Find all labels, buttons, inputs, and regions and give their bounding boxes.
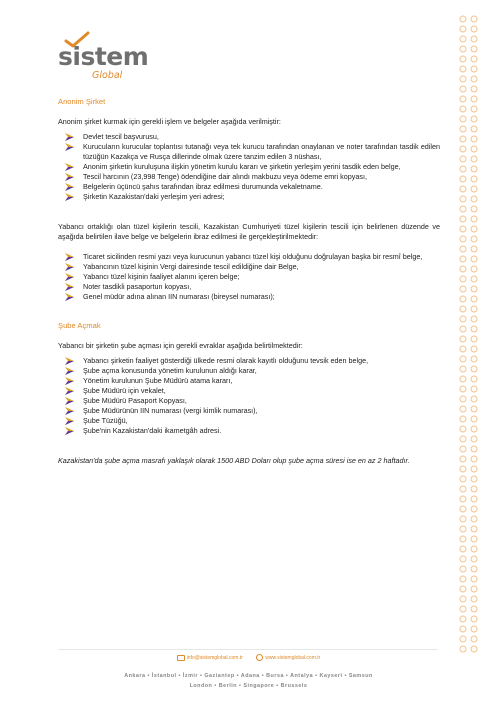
mail-icon: [177, 655, 185, 661]
border-dot: [460, 466, 466, 472]
border-dot: [460, 356, 466, 362]
border-dot: [471, 346, 477, 352]
border-dot: [471, 136, 477, 142]
border-dot: [460, 256, 466, 262]
list-item: [58, 162, 440, 172]
border-dot: [471, 426, 477, 432]
border-dot: [471, 246, 477, 252]
list-item-text: Yönetim kurulunun Şube Müdürü atama kararı,: [83, 376, 233, 385]
list-item: [58, 262, 440, 272]
border-dot: [471, 396, 477, 402]
border-dot: [471, 336, 477, 342]
border-dot: [460, 146, 466, 152]
list-item: [58, 182, 440, 192]
border-dot: [471, 306, 477, 312]
foreign-documents-list: [58, 252, 440, 302]
border-dot: [460, 26, 466, 32]
border-dot: [460, 76, 466, 82]
border-dot: [460, 226, 466, 232]
border-dot: [460, 176, 466, 182]
border-dot: [471, 466, 477, 472]
border-dot: [471, 636, 477, 642]
bullet-icon: [65, 143, 74, 151]
border-dot: [471, 456, 477, 462]
border-dot: [471, 96, 477, 102]
bullet-icon: [65, 253, 74, 261]
border-dot: [460, 546, 466, 552]
border-dot: [460, 16, 466, 22]
border-dot: [471, 626, 477, 632]
border-dot: [471, 196, 477, 202]
border-dot: [471, 46, 477, 52]
border-dot: [471, 126, 477, 132]
border-dot: [460, 66, 466, 72]
globe-icon: [256, 654, 263, 661]
logo-wordmark: sistem: [58, 42, 149, 71]
border-dot: [471, 586, 477, 592]
list-item: [58, 376, 440, 386]
border-dot: [471, 606, 477, 612]
bullet-icon: [65, 163, 74, 171]
border-dot: [460, 106, 466, 112]
border-dot: [460, 286, 466, 292]
border-dot: [471, 76, 477, 82]
border-dot: [460, 426, 466, 432]
section-title-anonim: Anonim Şirket: [58, 97, 106, 106]
border-dot: [460, 346, 466, 352]
border-dot: [471, 356, 477, 362]
border-dot: [460, 446, 466, 452]
bullet-icon: [65, 283, 74, 291]
bullet-icon: [65, 387, 74, 395]
border-dot: [460, 206, 466, 212]
border-dot: [460, 616, 466, 622]
border-dot: [460, 626, 466, 632]
bullet-icon: [65, 173, 74, 181]
border-dot: [471, 416, 477, 422]
branch-documents-list: [58, 356, 440, 436]
border-dot: [460, 246, 466, 252]
border-dot: [460, 276, 466, 282]
section-title-sube: Şube Açmak: [58, 321, 101, 330]
logo-subtitle: Global: [92, 70, 123, 81]
border-dot: [460, 406, 466, 412]
border-dot: [471, 166, 477, 172]
bullet-icon: [65, 367, 74, 375]
list-item-text: Şube açma konusunda yönetim kurulunun aldığı karar,: [83, 366, 257, 375]
border-dot: [471, 326, 477, 332]
list-item-text: Şube'nin Kazakistan'daki ikametgâh adresi.: [83, 426, 222, 435]
border-dot: [460, 36, 466, 42]
list-item-text: Yabancının tüzel kişinin Vergi dairesinde tescil edildiğine dair Belge,: [83, 262, 299, 271]
decorative-dot-border: [458, 14, 480, 654]
border-dot: [460, 416, 466, 422]
bullet-icon: [65, 183, 74, 191]
list-item: [58, 272, 440, 282]
border-dot: [460, 366, 466, 372]
border-dot: [471, 446, 477, 452]
border-dot: [471, 476, 477, 482]
list-item: [58, 356, 440, 366]
document-body: [58, 97, 440, 466]
border-dot: [471, 526, 477, 532]
list-item-text: Yabancı şirketin faaliyet gösterdiği ülkede resmi olarak kayıtlı olduğunu tevsik eden belge,: [83, 356, 369, 365]
border-dot: [471, 266, 477, 272]
border-dot: [460, 386, 466, 392]
border-dot: [471, 546, 477, 552]
footer-cities: [0, 671, 497, 691]
list-item: [58, 282, 440, 292]
border-dot: [460, 166, 466, 172]
border-dot: [460, 236, 466, 242]
border-dot: [471, 316, 477, 322]
list-item: [58, 172, 440, 182]
border-dot: [460, 96, 466, 102]
border-dot: [471, 366, 477, 372]
border-dot: [460, 116, 466, 122]
footer-contact: [0, 654, 497, 661]
bullet-icon: [65, 407, 74, 415]
border-dot: [471, 256, 477, 262]
border-dot: [471, 496, 477, 502]
border-dot: [471, 36, 477, 42]
border-dot: [460, 186, 466, 192]
bullet-icon: [65, 293, 74, 301]
border-dot: [460, 196, 466, 202]
border-dot: [460, 566, 466, 572]
border-dot: [460, 516, 466, 522]
border-dot: [460, 576, 466, 582]
border-dot: [460, 536, 466, 542]
border-dot: [471, 406, 477, 412]
border-dot: [460, 136, 466, 142]
list-item-text: Belgelerin üçüncü şahıs tarafından ibraz edilmesi durumunda vekaletname.: [83, 182, 323, 191]
bullet-icon: [65, 193, 74, 201]
border-dot: [460, 526, 466, 532]
border-dot: [471, 386, 477, 392]
section-intro: Anonim şirket kurmak için gerekli işlem ve belgeler aşağıda verilmiştir:: [58, 117, 281, 126]
border-dot: [460, 496, 466, 502]
list-item-text: Şirketin Kazakistan'daki yerleşim yeri adresi;: [83, 192, 225, 201]
list-item: [58, 406, 440, 416]
list-item: [58, 132, 440, 142]
border-dot: [460, 86, 466, 92]
border-dot: [471, 516, 477, 522]
list-item-text: Şube Müdürü Pasaport Kopyası,: [83, 396, 187, 405]
border-dot: [460, 306, 466, 312]
border-dot: [471, 156, 477, 162]
border-dot: [471, 56, 477, 62]
list-item-text: Şube Tüzüğü,: [83, 416, 128, 425]
border-dot: [460, 586, 466, 592]
list-item-text: Genel müdür adına alınan IIN numarası (bireysel numarası);: [83, 292, 275, 301]
foreign-intro: Yabancı ortaklığı olan tüzel kişilerin tescili, Kazakistan Cumhuriyeti tüzel kişilerin tescili için belirlenen düzende ve aşağıda belirtilen ilave belge ve belgelerin ibraz edilmesi ile gerçekleştirilmektedir:: [58, 222, 440, 241]
list-item-text: Tescil harcının (23,998 Tenge) ödendiğine dair alındı makbuzu veya ödeme emri kopyası,: [83, 172, 367, 181]
border-dot: [471, 186, 477, 192]
border-dot: [460, 46, 466, 52]
border-dot: [460, 376, 466, 382]
border-dot: [460, 596, 466, 602]
border-dot: [460, 266, 466, 272]
required-documents-list: [58, 132, 440, 202]
border-dot: [471, 86, 477, 92]
border-dot: [460, 296, 466, 302]
border-dot: [471, 276, 477, 282]
border-dot: [471, 576, 477, 582]
border-dot: [460, 216, 466, 222]
list-item: [58, 192, 440, 202]
list-item-text: Şube Müdürü için vekalet,: [83, 386, 166, 395]
bullet-icon: [65, 417, 74, 425]
list-item-text: Kurucuların kurucular toplantısı tutanağı veya tek kurucu tarafından onaylanan ve noter tarafından tasdik edilen tüzüğün Kazakça ve Rusça dillerinde olmak üzere tanzim edilen 3 nüshası,: [83, 142, 440, 161]
email-link[interactable]: info@sistemglobal.com.tr: [186, 654, 243, 661]
border-dot: [460, 556, 466, 562]
list-item: [58, 252, 440, 262]
border-dot: [471, 226, 477, 232]
bullet-icon: [65, 427, 74, 435]
border-dot: [471, 536, 477, 542]
border-dot: [460, 506, 466, 512]
border-dot: [471, 296, 477, 302]
border-dot: [460, 456, 466, 462]
branch-intro: Yabancı bir şirketin şube açması için gerekli evraklar aşağıda belirtilmektedir:: [58, 341, 303, 350]
border-dot: [460, 126, 466, 132]
border-dot: [471, 566, 477, 572]
border-dot: [471, 236, 477, 242]
branch-cost-note: Kazakistan'da şube açma masrafı yaklaşık olarak 1500 ABD Doları olup şube açma süresi ise en az 2 haftadır.: [58, 456, 410, 465]
border-dot: [460, 56, 466, 62]
border-dot: [460, 316, 466, 322]
list-item-text: Yabancı tüzel kişinin faaliyet alanını içeren belge;: [83, 272, 240, 281]
border-dot: [460, 326, 466, 332]
list-item-text: Ticaret sicilinden resmi yazı veya kurucunun yabancı tüzel kişi olduğunu doğrulayan başka bir resmî belge,: [83, 252, 423, 261]
list-item-text: Anonim şirketin kuruluşuna ilişkin yönetim kurulu kararı ve şirketin yerleşim yerini tasdik eden belge,: [83, 162, 401, 171]
border-dot: [471, 176, 477, 182]
border-dot: [460, 336, 466, 342]
list-item: [58, 386, 440, 396]
list-item: [58, 426, 440, 436]
border-dot: [471, 16, 477, 22]
list-item-text: Noter tasdikli pasaportun kopyası,: [83, 282, 192, 291]
border-dot: [471, 376, 477, 382]
border-dot: [471, 486, 477, 492]
border-dot: [471, 556, 477, 562]
border-dot: [471, 286, 477, 292]
website-link[interactable]: www.sistemglobal.com.tr: [265, 654, 321, 661]
border-dot: [471, 116, 477, 122]
border-dot: [460, 476, 466, 482]
bullet-icon: [65, 397, 74, 405]
border-dot: [471, 66, 477, 72]
footer-cities-international: London • Berlin • Singapore • Brussels: [189, 683, 308, 689]
footer-cities-turkey: Ankara • İstanbul • İzmir • Gaziantep • Adana • Bursa • Antalya • Kayseri • Samsun: [124, 673, 373, 679]
border-dot: [471, 596, 477, 602]
border-dot: [460, 396, 466, 402]
border-dot: [471, 646, 477, 652]
list-item-text: Devlet tescil başvurusu,: [83, 132, 159, 141]
border-dot: [460, 646, 466, 652]
border-dot: [471, 436, 477, 442]
list-item: [58, 366, 440, 376]
border-dot: [471, 616, 477, 622]
list-item: [58, 416, 440, 426]
bullet-icon: [65, 357, 74, 365]
border-dot: [460, 156, 466, 162]
company-logo: [58, 30, 149, 88]
border-dot: [460, 636, 466, 642]
border-dot: [471, 216, 477, 222]
border-dot: [471, 106, 477, 112]
bullet-icon: [65, 273, 74, 281]
border-dot: [471, 206, 477, 212]
bullet-icon: [65, 133, 74, 141]
border-dot: [460, 436, 466, 442]
bullet-icon: [65, 263, 74, 271]
list-item: [58, 142, 440, 162]
list-item: [58, 292, 440, 302]
border-dot: [471, 26, 477, 32]
bullet-icon: [65, 377, 74, 385]
footer-divider: [58, 649, 438, 650]
border-dot: [460, 486, 466, 492]
border-dot: [471, 506, 477, 512]
list-item-text: Şube Müdürünün IIN numarası (vergi kimlik numarası),: [83, 406, 258, 415]
list-item: [58, 396, 440, 406]
border-dot: [471, 146, 477, 152]
border-dot: [460, 606, 466, 612]
